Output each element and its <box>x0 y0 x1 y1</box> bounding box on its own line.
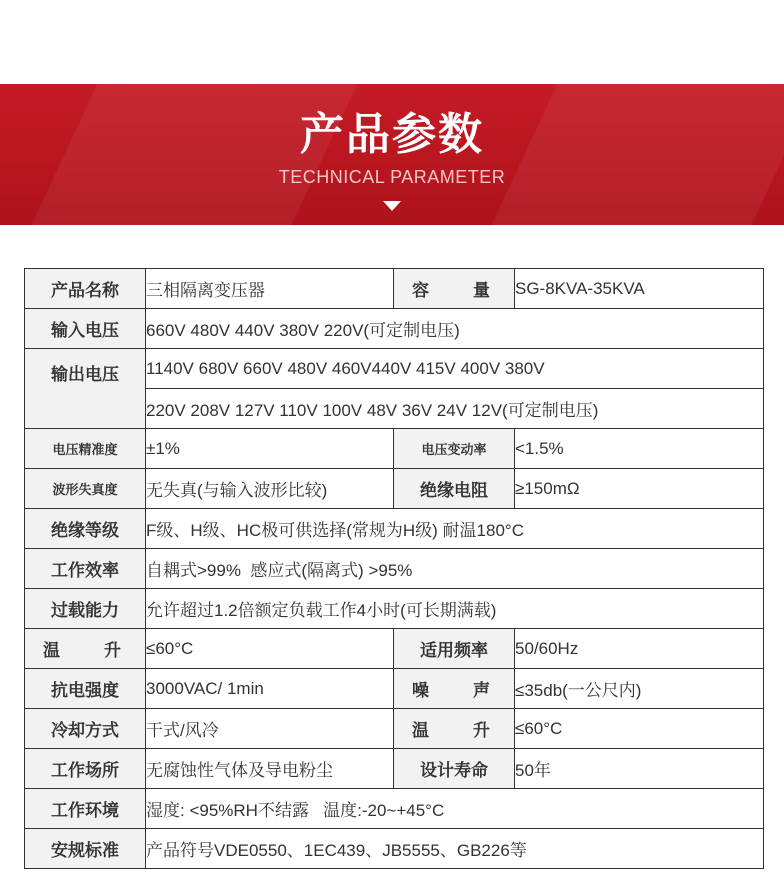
label-efficiency: 工作效率 <box>25 549 146 589</box>
label-temp-rise-2-char1: 温 <box>412 721 429 741</box>
label-noise <box>394 669 515 709</box>
value-voltage-accuracy: ±1% <box>146 429 394 469</box>
value-input-voltage: 660V 480V 440V 380V 220V(可定制电压) <box>146 309 764 349</box>
label-voltage-variation: 电压变动率 <box>394 429 515 469</box>
value-output-voltage-line1: 1140V 680V 660V 480V 460V440V 415V 400V 380V <box>146 349 764 389</box>
value-output-voltage-line2: 220V 208V 127V 110V 100V 48V 36V 24V 12V(可定制电压) <box>146 389 764 429</box>
label-capacity-char1: 容 <box>412 281 429 301</box>
table-row <box>25 469 764 509</box>
value-safety-standard: 产品符号VDE0550、1EC439、JB5555、GB226等 <box>146 829 764 869</box>
value-frequency: 50/60Hz <box>515 629 764 669</box>
value-environment: 湿度: <95%RH不结露 温度:-20~+45°C <box>146 789 764 829</box>
table-row <box>25 349 764 389</box>
table-row <box>25 829 764 869</box>
label-temp-rise-char2: 升 <box>104 641 121 661</box>
label-temp-rise-2 <box>394 709 515 749</box>
value-insulation-resistance: ≥150mΩ <box>515 469 764 509</box>
value-noise: ≤35db(一公尺内) <box>515 669 764 709</box>
label-output-voltage: 输出电压 <box>25 349 146 429</box>
value-waveform-distortion: 无失真(与输入波形比较) <box>146 469 394 509</box>
value-temp-rise: ≤60°C <box>146 629 394 669</box>
table-row <box>25 509 764 549</box>
parameter-table <box>24 268 764 869</box>
label-capacity <box>394 269 515 309</box>
table-row <box>25 589 764 629</box>
value-workplace: 无腐蚀性气体及导电粉尘 <box>146 749 394 789</box>
label-temp-rise-char1: 温 <box>43 641 60 661</box>
label-frequency: 适用频率 <box>394 629 515 669</box>
label-workplace: 工作场所 <box>25 749 146 789</box>
label-safety-standard: 安规标准 <box>25 829 146 869</box>
value-capacity: SG-8KVA-35KVA <box>515 269 764 309</box>
label-dielectric-strength: 抗电强度 <box>25 669 146 709</box>
table-row <box>25 269 764 309</box>
label-product-name: 产品名称 <box>25 269 146 309</box>
page-subtitle: TECHNICAL PARAMETER <box>278 167 506 187</box>
label-input-voltage: 输入电压 <box>25 309 146 349</box>
table-row <box>25 429 764 469</box>
label-design-life: 设计寿命 <box>394 749 515 789</box>
label-voltage-accuracy: 电压精准度 <box>25 429 146 469</box>
label-noise-char1: 噪 <box>412 681 429 701</box>
table-row <box>25 669 764 709</box>
table-row <box>25 709 764 749</box>
value-design-life: 50年 <box>515 749 764 789</box>
label-insulation-resistance: 绝缘电阻 <box>394 469 515 509</box>
label-temp-rise-2-char2: 升 <box>473 721 490 741</box>
label-noise-char2: 声 <box>473 681 490 701</box>
value-overload: 允许超过1.2倍额定负载工作4小时(可长期满载) <box>146 589 764 629</box>
table-row <box>25 549 764 589</box>
label-environment: 工作环境 <box>25 789 146 829</box>
table-row <box>25 629 764 669</box>
value-temp-rise-2: ≤60°C <box>515 709 764 749</box>
value-insulation-class: F级、H级、HC极可供选择(常规为H级) 耐温180°C <box>146 509 764 549</box>
value-dielectric-strength: 3000VAC/ 1min <box>146 669 394 709</box>
value-cooling: 干式/风冷 <box>146 709 394 749</box>
chevron-down-icon <box>383 201 401 211</box>
page-title: 产品参数 <box>300 109 484 160</box>
label-insulation-class: 绝缘等级 <box>25 509 146 549</box>
table-row <box>25 789 764 829</box>
label-cooling: 冷却方式 <box>25 709 146 749</box>
value-product-name: 三相隔离变压器 <box>146 269 394 309</box>
value-efficiency: 自耦式>99% 感应式(隔离式) >95% <box>146 549 764 589</box>
value-voltage-variation: <1.5% <box>515 429 764 469</box>
label-overload: 过载能力 <box>25 589 146 629</box>
label-waveform-distortion: 波形失真度 <box>25 469 146 509</box>
table-row <box>25 309 764 349</box>
label-capacity-char2: 量 <box>473 281 490 301</box>
label-temp-rise <box>25 629 146 669</box>
table-row <box>25 749 764 789</box>
